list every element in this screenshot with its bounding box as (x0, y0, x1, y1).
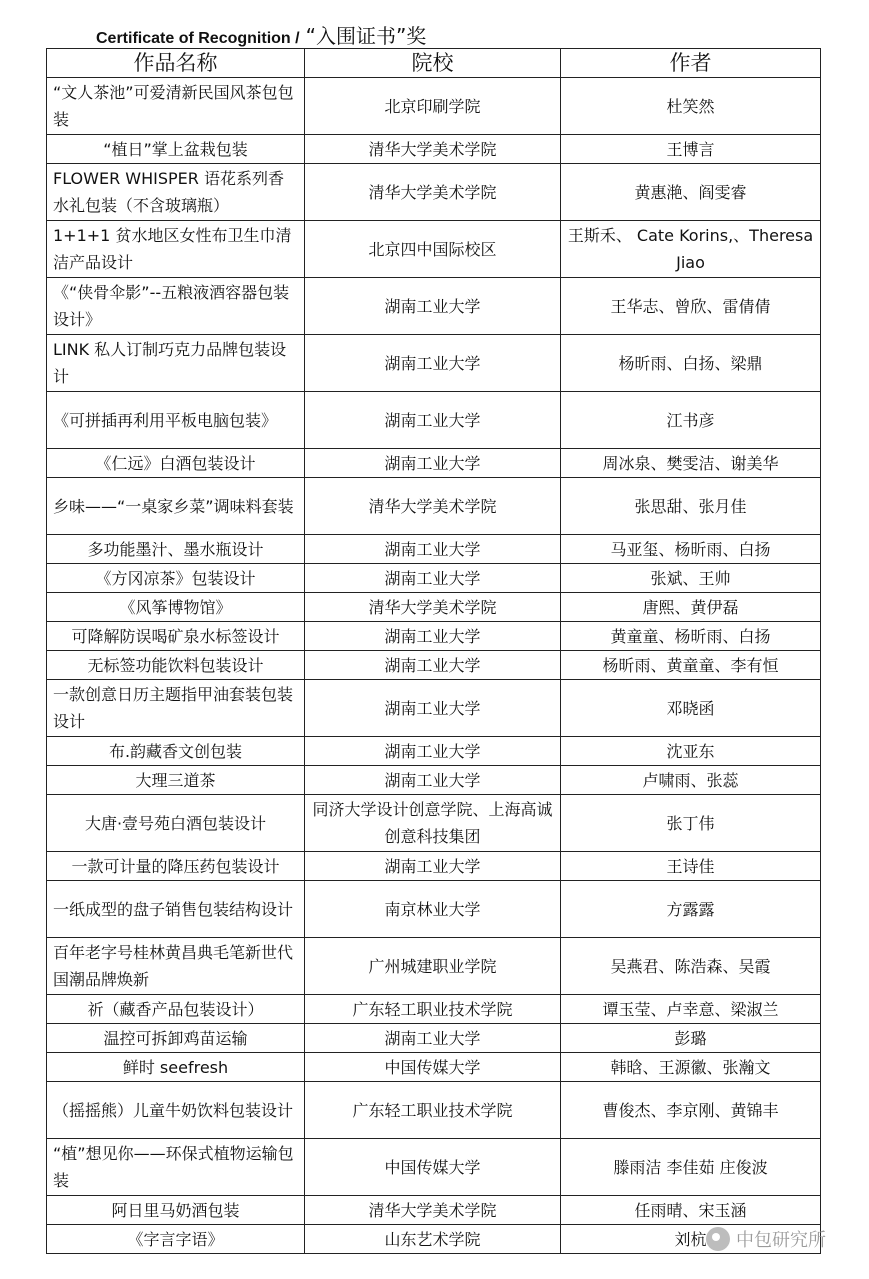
table-row (47, 622, 821, 651)
work-name-cell: 可降解防误喝矿泉水标签设计 (47, 622, 305, 651)
authors-cell: 王博言 (561, 135, 821, 164)
table-row (47, 852, 821, 881)
header-work-name: 作品名称 (47, 49, 305, 78)
work-name-cell: 《“侠骨伞影”--五粮液酒容器包装设计》 (47, 278, 305, 335)
authors-cell: 方露露 (561, 881, 821, 938)
authors-cell: 黄惠滟、阎雯睿 (561, 164, 821, 221)
school-cell: 湖南工业大学 (305, 335, 561, 392)
authors-cell: 杜笑然 (561, 78, 821, 135)
school-cell: 清华大学美术学院 (305, 135, 561, 164)
work-name-cell: 阿日里马奶酒包装 (47, 1196, 305, 1225)
school-cell: 湖南工业大学 (305, 766, 561, 795)
authors-cell: 张思甜、张月佳 (561, 478, 821, 535)
table-row (47, 593, 821, 622)
work-name-cell: 《可拼插再利用平板电脑包装》 (47, 392, 305, 449)
work-name-cell: FLOWER WHISPER 语花系列香水礼包装（不含玻璃瓶） (47, 164, 305, 221)
table-row (47, 1053, 821, 1082)
work-name-cell: 《方冈凉茶》包装设计 (47, 564, 305, 593)
school-cell: 清华大学美术学院 (305, 1196, 561, 1225)
authors-cell: 唐熙、黄伊磊 (561, 593, 821, 622)
school-cell: 北京四中国际校区 (305, 221, 561, 278)
school-cell: 南京林业大学 (305, 881, 561, 938)
school-cell: 广州城建职业学院 (305, 938, 561, 995)
authors-cell: 王斯禾、 Cate Korins,、Theresa Jiao (561, 221, 821, 278)
school-cell: 北京印刷学院 (305, 78, 561, 135)
table-row (47, 1024, 821, 1053)
title-chinese: “入围证书”奖 (305, 24, 427, 48)
work-name-cell: 祈（藏香产品包装设计） (47, 995, 305, 1024)
school-cell: 中国传媒大学 (305, 1053, 561, 1082)
authors-cell: 邓晓函 (561, 680, 821, 737)
school-cell: 清华大学美术学院 (305, 164, 561, 221)
authors-cell: 沈亚东 (561, 737, 821, 766)
school-cell: 湖南工业大学 (305, 651, 561, 680)
school-cell: 同济大学设计创意学院、上海高诚创意科技集团 (305, 795, 561, 852)
header-authors: 作者 (561, 49, 821, 78)
authors-cell: 任雨晴、宋玉涵 (561, 1196, 821, 1225)
table-row (47, 737, 821, 766)
table-row (47, 478, 821, 535)
work-name-cell: 1+1+1 贫水地区女性布卫生巾清洁产品设计 (47, 221, 305, 278)
authors-cell: 周冰泉、樊雯洁、谢美华 (561, 449, 821, 478)
school-cell: 湖南工业大学 (305, 392, 561, 449)
work-name-cell: 乡味——“一桌家乡菜”调味料套装 (47, 478, 305, 535)
school-cell: 湖南工业大学 (305, 737, 561, 766)
authors-cell: 刘杭 (561, 1225, 821, 1254)
work-name-cell: 温控可拆卸鸡苗运输 (47, 1024, 305, 1053)
school-cell: 广东轻工职业技术学院 (305, 1082, 561, 1139)
table-row (47, 1082, 821, 1139)
table-row (47, 680, 821, 737)
table-header-row (47, 49, 821, 78)
authors-cell: 滕雨洁 李佳茹 庄俊波 (561, 1139, 821, 1196)
watermark-text: 中包研究所 (736, 1230, 826, 1251)
table-row (47, 78, 821, 135)
work-name-cell: “文人茶池”可爱清新民国风茶包包装 (47, 78, 305, 135)
certificate-title (96, 20, 426, 50)
table-row (47, 1196, 821, 1225)
work-name-cell: 一纸成型的盘子销售包装结构设计 (47, 881, 305, 938)
wechat-icon (706, 1227, 730, 1251)
school-cell: 湖南工业大学 (305, 1024, 561, 1053)
school-cell: 湖南工业大学 (305, 535, 561, 564)
table-row (47, 392, 821, 449)
authors-cell: 江书彦 (561, 392, 821, 449)
table-row (47, 449, 821, 478)
authors-cell: 卢啸雨、张蕊 (561, 766, 821, 795)
work-name-cell: 《风筝博物馆》 (47, 593, 305, 622)
school-cell: 湖南工业大学 (305, 449, 561, 478)
authors-cell: 谭玉莹、卢幸意、梁淑兰 (561, 995, 821, 1024)
work-name-cell: 无标签功能饮料包装设计 (47, 651, 305, 680)
work-name-cell: 一款可计量的降压药包装设计 (47, 852, 305, 881)
work-name-cell: LINK 私人订制巧克力品牌包装设计 (47, 335, 305, 392)
school-cell: 清华大学美术学院 (305, 478, 561, 535)
school-cell: 山东艺术学院 (305, 1225, 561, 1254)
authors-cell: 韩晗、王源徽、张瀚文 (561, 1053, 821, 1082)
table-row (47, 995, 821, 1024)
work-name-cell: 一款创意日历主题指甲油套装包装设计 (47, 680, 305, 737)
school-cell: 湖南工业大学 (305, 852, 561, 881)
table-row (47, 535, 821, 564)
school-cell: 湖南工业大学 (305, 278, 561, 335)
authors-cell: 杨昕雨、白扬、梁鼎 (561, 335, 821, 392)
work-name-cell: 布.韵藏香文创包装 (47, 737, 305, 766)
school-cell: 中国传媒大学 (305, 1139, 561, 1196)
award-table (46, 48, 821, 1254)
work-name-cell: 大唐·壹号苑白酒包装设计 (47, 795, 305, 852)
table-row (47, 795, 821, 852)
authors-cell: 黄童童、杨昕雨、白扬 (561, 622, 821, 651)
work-name-cell: “植”想见你——环保式植物运输包装 (47, 1139, 305, 1196)
authors-cell: 张丁伟 (561, 795, 821, 852)
table-row (47, 564, 821, 593)
work-name-cell: 百年老字号桂林黄昌典毛笔新世代国潮品牌焕新 (47, 938, 305, 995)
work-name-cell: 多功能墨汁、墨水瓶设计 (47, 535, 305, 564)
table-row (47, 221, 821, 278)
school-cell: 湖南工业大学 (305, 564, 561, 593)
work-name-cell: 《字言字语》 (47, 1225, 305, 1254)
table-row (47, 1225, 821, 1254)
work-name-cell: 《仁远》白酒包装设计 (47, 449, 305, 478)
work-name-cell: “植日”掌上盆栽包装 (47, 135, 305, 164)
authors-cell: 张斌、王帅 (561, 564, 821, 593)
table-row (47, 335, 821, 392)
authors-cell: 彭璐 (561, 1024, 821, 1053)
table-row (47, 766, 821, 795)
school-cell: 广东轻工职业技术学院 (305, 995, 561, 1024)
school-cell: 湖南工业大学 (305, 622, 561, 651)
school-cell: 清华大学美术学院 (305, 593, 561, 622)
table-row (47, 164, 821, 221)
table-row (47, 938, 821, 995)
work-name-cell: 鲜时 seefresh (47, 1053, 305, 1082)
authors-cell: 马亚玺、杨昕雨、白扬 (561, 535, 821, 564)
table-row (47, 135, 821, 164)
authors-cell: 吴燕君、陈浩森、吴霞 (561, 938, 821, 995)
authors-cell: 曹俊杰、李京刚、黄锦丰 (561, 1082, 821, 1139)
table-row (47, 1139, 821, 1196)
table-row (47, 278, 821, 335)
school-cell: 湖南工业大学 (305, 680, 561, 737)
title-english: Certificate of Recognition / (96, 30, 300, 47)
watermark (706, 1226, 826, 1252)
authors-cell: 王华志、曾欣、雷倩倩 (561, 278, 821, 335)
work-name-cell: 大理三道茶 (47, 766, 305, 795)
work-name-cell: （摇摇熊）儿童牛奶饮料包装设计 (47, 1082, 305, 1139)
table-row (47, 881, 821, 938)
authors-cell: 杨昕雨、黄童童、李有恒 (561, 651, 821, 680)
header-school: 院校 (305, 49, 561, 78)
authors-cell: 王诗佳 (561, 852, 821, 881)
table-row (47, 651, 821, 680)
